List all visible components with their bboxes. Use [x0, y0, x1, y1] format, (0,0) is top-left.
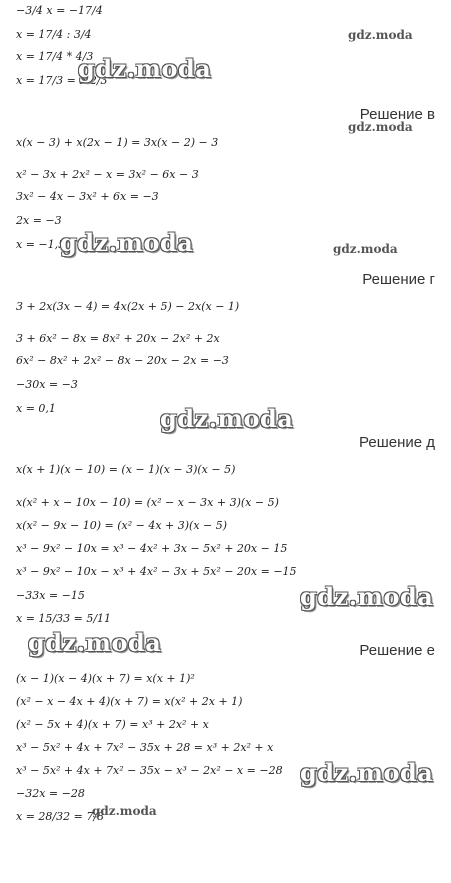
section-heading-v: Решение в — [359, 106, 435, 123]
equation-line: −3/4 x = −17/4 — [16, 4, 103, 17]
watermark: gdz.moda — [60, 228, 194, 257]
equation-line: 3x² − 4x − 3x² + 6x = −3 — [16, 190, 159, 203]
section-heading-d: Решение д — [359, 434, 435, 451]
watermark: gdz.moda — [333, 242, 398, 256]
equation-line: x = 0,1 — [16, 402, 56, 415]
equation-line: x = 15/33 = 5/11 — [16, 612, 112, 625]
equation-line: −30x = −3 — [16, 378, 78, 391]
equation-line: 3 + 6x² − 8x = 8x² + 20x − 2x² + 2x — [16, 332, 220, 345]
equation-line: x³ − 5x² + 4x + 7x² − 35x − x³ − 2x² − x = −28 — [16, 764, 283, 777]
equation-line: x³ − 5x² + 4x + 7x² − 35x + 28 = x³ + 2x² + x — [16, 741, 274, 754]
equation-line: x = 17/4 * 4/3 — [16, 50, 94, 63]
equation-line: (x² − 5x + 4)(x + 7) = x³ + 2x² + x — [16, 718, 209, 731]
watermark: gdz.moda — [300, 582, 434, 611]
watermark: gdz.moda — [348, 28, 413, 42]
equation-line: x = 17/3 = 5 2/3 — [16, 74, 108, 87]
watermark: gdz.moda — [92, 804, 157, 818]
section-heading-g: Решение г — [362, 271, 435, 288]
equation-line: (x² − x − 4x + 4)(x + 7) = x(x² + 2x + 1) — [16, 695, 243, 708]
equation-line: 6x² − 8x² + 2x² − 8x − 20x − 2x = −3 — [16, 354, 229, 367]
equation-line: x(x² + x − 10x − 10) = (x² − x − 3x + 3)(x − 5) — [16, 496, 279, 509]
equation-line: 2x = −3 — [16, 214, 62, 227]
watermark: gdz.moda — [300, 758, 434, 787]
watermark: gdz.moda — [28, 628, 162, 657]
section-heading-e: Решение е — [359, 642, 435, 659]
equation-line: x(x − 3) + x(2x − 1) = 3x(x − 2) − 3 — [16, 136, 219, 149]
equation-line: (x − 1)(x − 4)(x + 7) = x(x + 1)² — [16, 672, 195, 685]
equation-line: x² − 3x + 2x² − x = 3x² − 6x − 3 — [16, 168, 199, 181]
equation-line: x = 28/32 = 7/8 — [16, 810, 105, 823]
equation-line: 3 + 2x(3x − 4) = 4x(2x + 5) − 2x(x − 1) — [16, 300, 240, 313]
equation-line: x = −1,5 — [16, 238, 66, 251]
equation-line: x = 17/4 : 3/4 — [16, 28, 92, 41]
equation-line: x(x + 1)(x − 10) = (x − 1)(x − 3)(x − 5) — [16, 463, 236, 476]
equation-line: x³ − 9x² − 10x − x³ + 4x² − 3x + 5x² − 20x = −15 — [16, 565, 297, 578]
equation-line: −32x = −28 — [16, 787, 85, 800]
watermark: gdz.moda — [348, 120, 413, 134]
watermark: gdz.moda — [78, 54, 212, 83]
equation-line: x³ − 9x² − 10x = x³ − 4x² + 3x − 5x² + 20x − 15 — [16, 542, 288, 555]
watermark: gdz.moda — [160, 404, 294, 433]
equation-line: −33x = −15 — [16, 589, 85, 602]
equation-line: x(x² − 9x − 10) = (x² − 4x + 3)(x − 5) — [16, 519, 228, 532]
